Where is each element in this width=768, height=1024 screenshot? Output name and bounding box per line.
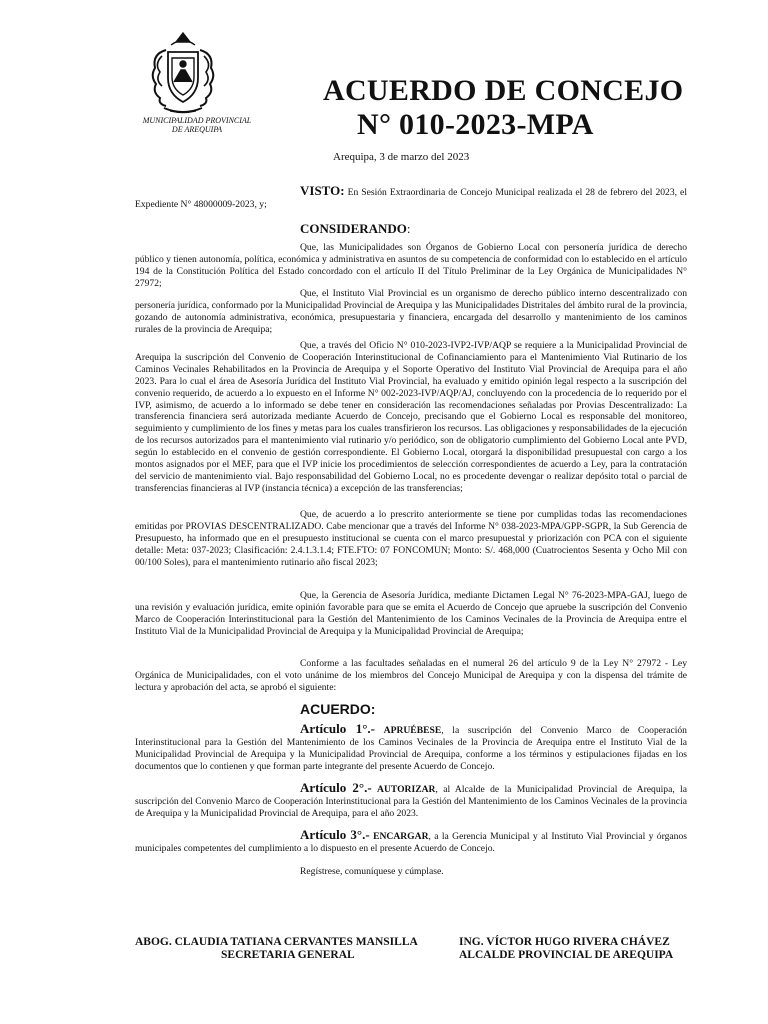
visto-text: En Sesión Extraordinaria de Concejo Municipal realizada el 28 de febrero del 2023, el Expediente N° 48000009-2023, y; — [135, 187, 687, 210]
article-keyword: ENCARGAR — [373, 831, 429, 842]
municipality-caption — [132, 116, 262, 134]
considerando-colon: : — [406, 221, 411, 236]
considerando-paragraph-2 — [135, 288, 687, 336]
signature-mayor — [459, 936, 699, 962]
article-2 — [135, 782, 687, 820]
paragraph-text: Que, la Gerencia de Asesoría Jurídica, mediante Dictamen Legal N° 76-2023-MPA-GAJ, luego de una revisión y evaluación jurídica, emite opinión favorable para que se emita el Acuerdo de Concejo que apruebe la suscripción del Convenio Marco de Cooperación Interinstitucional para la Gestión del Mantenimiento de los Caminos Vecinales de la Provincia de Arequipa entre el Instituto Vial de la Municipalidad Provincial de Arequipa y la Municipalidad Provincial de Arequipa; — [135, 590, 687, 637]
article-label: Artículo 1°.- — [300, 721, 375, 736]
considerando-heading — [300, 221, 411, 237]
document-number: N° 010-2023-MPA — [357, 108, 594, 141]
article-3 — [135, 829, 687, 855]
place-date: Arequipa, 3 de marzo del 2023 — [333, 151, 470, 163]
paragraph-text: Conforme a las facultades señaladas en el numeral 26 del artículo 9 de la Ley N° 27972 - Ley Orgánica de Municipalidades, con el voto unánime de los miembros del Concejo Municipal de Arequipa y con la dispensa del trámite de lectura y aprobación del acta, se aprobó el siguiente: — [135, 658, 687, 693]
visto-heading: VISTO: — [300, 183, 345, 198]
article-1 — [135, 723, 687, 773]
mayor-role: ALCALDE PROVINCIAL DE AREQUIPA — [459, 949, 674, 961]
municipal-coat-of-arms-icon — [146, 30, 220, 116]
considerando-paragraph-6 — [135, 658, 687, 694]
secretary-name: ABOG. CLAUDIA TATIANA CERVANTES MANSILLA — [135, 936, 418, 948]
visto-paragraph — [135, 185, 687, 211]
article-keyword: AUTORIZAR — [377, 784, 436, 795]
article-label: Artículo 2°.- — [300, 780, 372, 795]
closing-text: Regístrese, comuníquese y cúmplase. — [300, 866, 444, 877]
secretary-role: SECRETARIA GENERAL — [221, 949, 355, 961]
article-text: , al Alcalde de la Municipalidad Provincial de Arequipa, la suscripción del Convenio Marco de Cooperación Interinstitucional para la Gestión del Mantenimiento de los Caminos Vecinales de la provincia de Arequipa y la Municipalidad Provincial de Arequipa, para el año 2023. — [135, 784, 687, 819]
article-text: , a la Gerencia Municipal y al Instituto Vial Provincial y órganos municipales competentes del cumplimiento a lo dispuesto en el presente Acuerdo de Concejo. — [135, 831, 687, 854]
mayor-name: ING. VÍCTOR HUGO RIVERA CHÁVEZ — [459, 936, 670, 948]
municipality-name-line1: MUNICIPALIDAD PROVINCIAL — [142, 116, 252, 125]
closing-line — [135, 866, 687, 878]
considerando-heading-text: CONSIDERANDO — [300, 221, 407, 236]
article-label: Artículo 3°.- — [300, 827, 370, 842]
paragraph-text: Que, a través del Oficio N° 010-2023-IVP2-IVP/AQP se requiere a la Municipalidad Provincial de Arequipa la suscripción del Convenio de Cooperación Interinstitucional de Cofinanciamiento para el Mantenimiento Vial Rutinario de los Caminos Vecinales Rehabilitados en la Provincia de Arequipa y el Soporte Operativo del Instituto Vial Provincial de Arequipa para el año 2023. Para lo cual el área de Asesoría Jurídica del Instituto Vial Provincial, ha evaluado y emitido opinión legal respecto a la suscripción del convenio requerido, de acuerdo a lo expuesto en el Informe N° 002-2023-IVP/AQP/AJ, concluyendo con la procedencia de lo requerido por el IVP, asimismo, de acuerdo a lo informado se debe tener en consideración las recomendaciones señaladas por Provias Descentralizado: La transferencia financiera será autorizada mediante Acuerdo de Concejo, precisando que el Gobierno Local es responsable del monitoreo, seguimiento y cumplimiento de los fines y metas para los cuales transfirieron los recursos. Las obligaciones y responsabilidades de la ejecución de los recursos autorizados para el mantenimiento vial rutinario y/o periódico, son de obligatorio cumplimiento del Gobierno Local ante PVD, según lo establecido en el convenio de gestión correspondiente. El Gobierno Local, otorgará la disponibilidad presupuestal con cargo a los montos asignados por el MEF, para que el IVP inicie los procedimientos de selección correspondientes de acuerdo a Ley, para la contratación del servicio de mantenimiento vial. Bajo responsabilidad del Gobierno Local, no es procedente devengar o realizar depósito total o parcial de transferencias financieras al IVP (instancia técnica) a excepción de las transferencias; — [135, 340, 687, 494]
article-text: , la suscripción del Convenio Marco de Cooperación Interinstitucional para la Gestión del Mantenimiento de los Caminos Vecinales de la Provincia de Arequipa entre el Instituto Vial de la Municipalidad Provincial de Arequipa y la Municipalidad Provincial de Arequipa, conforme a los términos y estipulaciones fijadas en los documentos que lo contienen y que forman parte integrante del presente Acuerdo de Concejo. — [135, 725, 687, 772]
considerando-paragraph-3 — [135, 340, 687, 495]
considerando-paragraph-1 — [135, 242, 687, 290]
paragraph-text: Que, de acuerdo a lo prescrito anteriormente se tiene por cumplidas todas las recomendaciones emitidas por PROVIAS DESCENTRALIZADO. Cabe mencionar que a través del Informe N° 038-2023-MPA/GPP-SGPR, la Sub Gerencia de Presupuesto, ha informado que en el presupuesto institucional se cuenta con el marco presupuestal y priorización con PCA con el siguiente detalle: Meta: 037-2023; Clasificación: 2.4.1.3.1.4; FTE.FTO: 07 FONCOMUN; Monto: S/. 468,000 (Cuatrocientos Sesenta y Ocho Mil con 00/100 Soles), para el mantenimiento rutinario año fiscal 2023; — [135, 509, 687, 568]
signature-secretary — [135, 936, 435, 962]
considerando-paragraph-5 — [135, 590, 687, 638]
paragraph-text: Que, el Instituto Vial Provincial es un organismo de derecho público interno descentralizado con personería jurídica, conformado por la Municipalidad Provincial de Arequipa y las Municipalidades Distritales del ámbito rural de la provincia, gozando de autonomía administrativa, económica, presupuestaria y financiera, encargada del desarrollo y mantenimiento de los caminos rurales de la provincia de Arequipa; — [135, 288, 687, 335]
considerando-paragraph-4 — [135, 509, 687, 569]
acuerdo-heading: ACUERDO: — [300, 701, 376, 717]
article-keyword: APRUÉBESE — [383, 725, 442, 736]
municipality-name-line2: DE AREQUIPA — [171, 125, 223, 134]
paragraph-text: Que, las Municipalidades son Órganos de Gobierno Local con personería jurídica de derecho público y tienen autonomía, política, económica y administrativa en asuntos de su competencia de conformidad con lo establecido en el artículo 194 de la Constitución Política del Estado concordado con el artículo II del Título Preliminar de la Ley Orgánica de Municipalidades N° 27972; — [135, 242, 687, 289]
document-title: ACUERDO DE CONCEJO — [323, 74, 684, 107]
